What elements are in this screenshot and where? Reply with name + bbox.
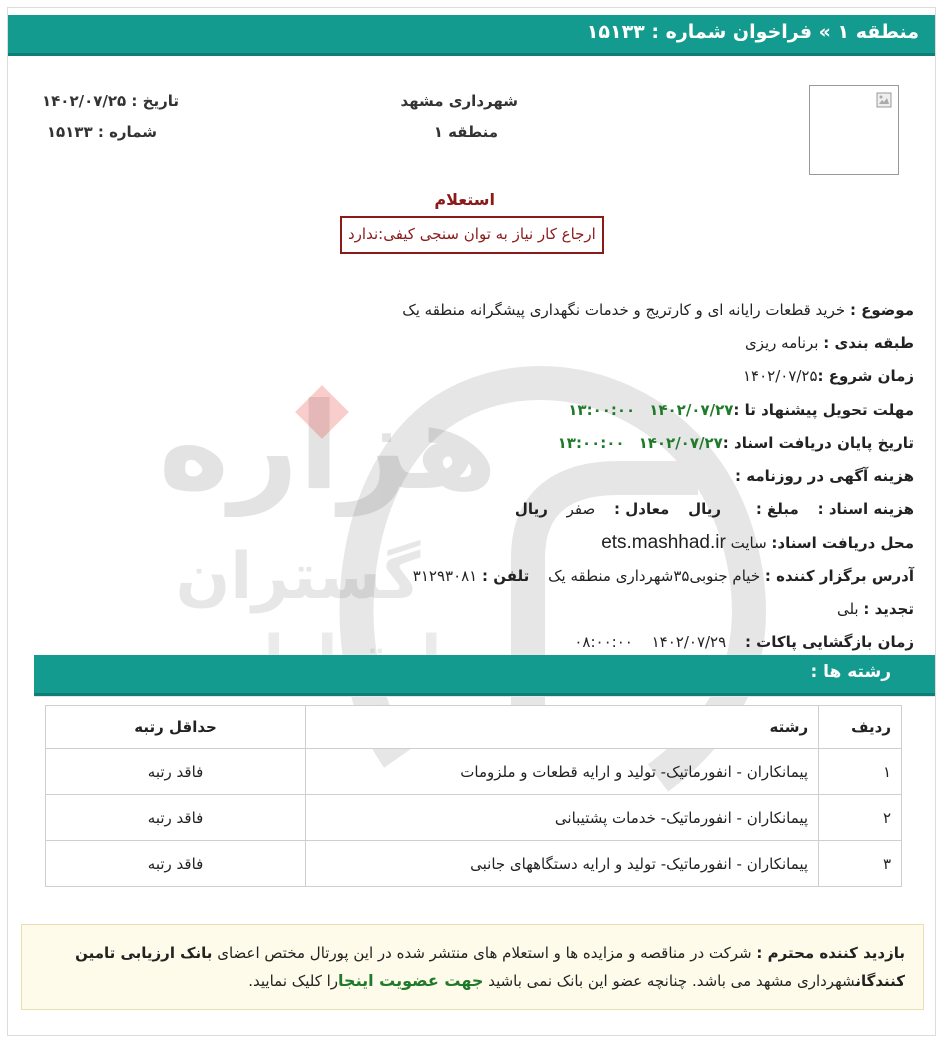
location-row	[34, 526, 914, 559]
watermark-text-main: هزاره	[158, 378, 498, 517]
location-label: محل دریافت اسناد:	[771, 534, 914, 553]
rial-label-1: ریال	[688, 500, 722, 519]
opening-label: زمان بازگشایی پاکات :	[744, 632, 914, 651]
doc-cost-label: هزینه اسناد :	[817, 500, 914, 519]
renewal-label: تجدید :	[863, 599, 914, 618]
row-index: ۱	[819, 749, 902, 795]
equivalent-value: صفر	[566, 500, 596, 519]
subject-label: موضوع :	[849, 301, 914, 319]
broken-image-icon	[876, 92, 892, 108]
deadline-time: ۱۳:۰۰:۰۰	[568, 400, 636, 419]
start-value: ۱۴۰۲/۰۷/۲۵	[742, 367, 818, 386]
renewal-row	[34, 593, 914, 626]
header-bar	[8, 15, 935, 56]
equivalent-label: معادل :	[614, 500, 670, 519]
row-rank: فاقد رتبه	[46, 749, 306, 795]
page	[7, 7, 936, 1036]
organizer-row	[34, 560, 914, 593]
subject-value: خرید قطعات رایانه ای و کارتریج و خدمات نگهداری پیشگرانه منطقه یک	[402, 301, 846, 319]
org-logo	[809, 85, 899, 175]
notice-part2: شهرداری مشهد می باشد. چنانچه عضو این بانک نمی باشید	[483, 972, 856, 990]
row-field: پیمانکاران - انفورماتیک- خدمات پشتیبانی	[306, 795, 819, 841]
table-row	[46, 749, 902, 795]
deadline-date: ۱۴۰۲/۰۷/۲۷	[649, 400, 734, 419]
category-row	[34, 327, 914, 360]
notice-part1: شرکت در مناقصه و مزایده ها و استعلام های منتشر شده در این پورتال مختص اعضای	[212, 944, 757, 962]
ad-cost-row	[34, 460, 914, 493]
category-value: برنامه ریزی	[744, 334, 819, 353]
table-header-row	[46, 706, 902, 749]
row-field: پیمانکاران - انفورماتیک- تولید و ارایه قطعات و ملزومات	[306, 749, 819, 795]
column-header-rank: حداقل رتبه	[46, 706, 306, 749]
deadline-label: مهلت تحویل پیشنهاد تا :	[733, 400, 914, 419]
location-site-link[interactable]: ets.mashhad.ir	[601, 532, 726, 554]
org-name: شهرداری مشهد	[400, 92, 518, 110]
notice-lead: بازدید کننده محترم :	[756, 944, 905, 962]
row-rank: فاقد رتبه	[46, 841, 306, 887]
amount-label: مبلغ :	[755, 500, 799, 519]
document-type: استعلام	[434, 190, 495, 209]
renewal-value: بلی	[836, 599, 859, 618]
subject-row	[34, 294, 914, 327]
phone-label: تلفن :	[482, 566, 530, 585]
sections-title: رشته ها :	[810, 662, 891, 682]
start-label: زمان شروع :	[817, 367, 914, 386]
location-prefix: سایت	[730, 534, 767, 553]
rial-label-2: ریال	[514, 500, 548, 519]
docs-end-label: تاریخ پایان دریافت اسناد :	[722, 433, 914, 452]
row-index: ۳	[819, 841, 902, 887]
column-header-index: ردیف	[819, 706, 902, 749]
row-rank: فاقد رتبه	[46, 795, 306, 841]
opening-time: ۰۸:۰۰:۰۰	[574, 632, 633, 651]
doc-cost-row	[34, 493, 914, 526]
membership-notice	[21, 924, 924, 1010]
membership-link[interactable]: جهت عضویت اینجا	[338, 971, 484, 990]
category-label: طبقه بندی :	[823, 334, 914, 353]
sections-header	[34, 655, 935, 696]
column-header-field: رشته	[306, 706, 819, 749]
deadline-row	[34, 394, 914, 427]
table-row	[46, 841, 902, 887]
quality-note-box: ارجاع کار نیاز به توان سنجی کیفی:ندارد	[340, 216, 604, 254]
sections-table-container	[34, 696, 935, 902]
docs-end-date: ۱۴۰۲/۰۷/۲۷	[638, 433, 723, 452]
watermark-text-sub: گستران	[175, 540, 421, 614]
date-line: تاریخ : ۱۴۰۲/۰۷/۲۵	[42, 92, 179, 110]
opening-date: ۱۴۰۲/۰۷/۲۹	[651, 632, 727, 651]
notice-text	[39, 939, 905, 995]
table-row	[46, 795, 902, 841]
row-index: ۲	[819, 795, 902, 841]
row-field: پیمانکاران - انفورماتیک- تولید و ارایه دستگاههای جانبی	[306, 841, 819, 887]
docs-end-time: ۱۳:۰۰:۰۰	[557, 433, 625, 452]
number-line: شماره : ۱۵۱۳۳	[46, 123, 157, 141]
start-row	[34, 360, 914, 393]
notice-part3: را کلیک نمایید.	[248, 972, 339, 990]
notice-bank: بانک ارزیابی تامین کنندگان	[75, 944, 905, 990]
sections-table	[45, 705, 902, 887]
tender-details	[34, 294, 914, 659]
organizer-value: خیام جنوبی۳۵شهرداری منطقه یک	[548, 566, 761, 585]
ad-cost-label: هزینه آگهی در روزنامه :	[735, 466, 914, 485]
phone-value: ۳۱۲۹۳۰۸۱	[412, 566, 478, 585]
organizer-label: آدرس برگزار کننده :	[764, 566, 914, 585]
docs-end-row	[34, 427, 914, 460]
page-title: منطقه ۱ » فراخوان شماره : ۱۵۱۳۳	[586, 21, 919, 43]
org-region: منطقه ۱	[433, 123, 498, 141]
